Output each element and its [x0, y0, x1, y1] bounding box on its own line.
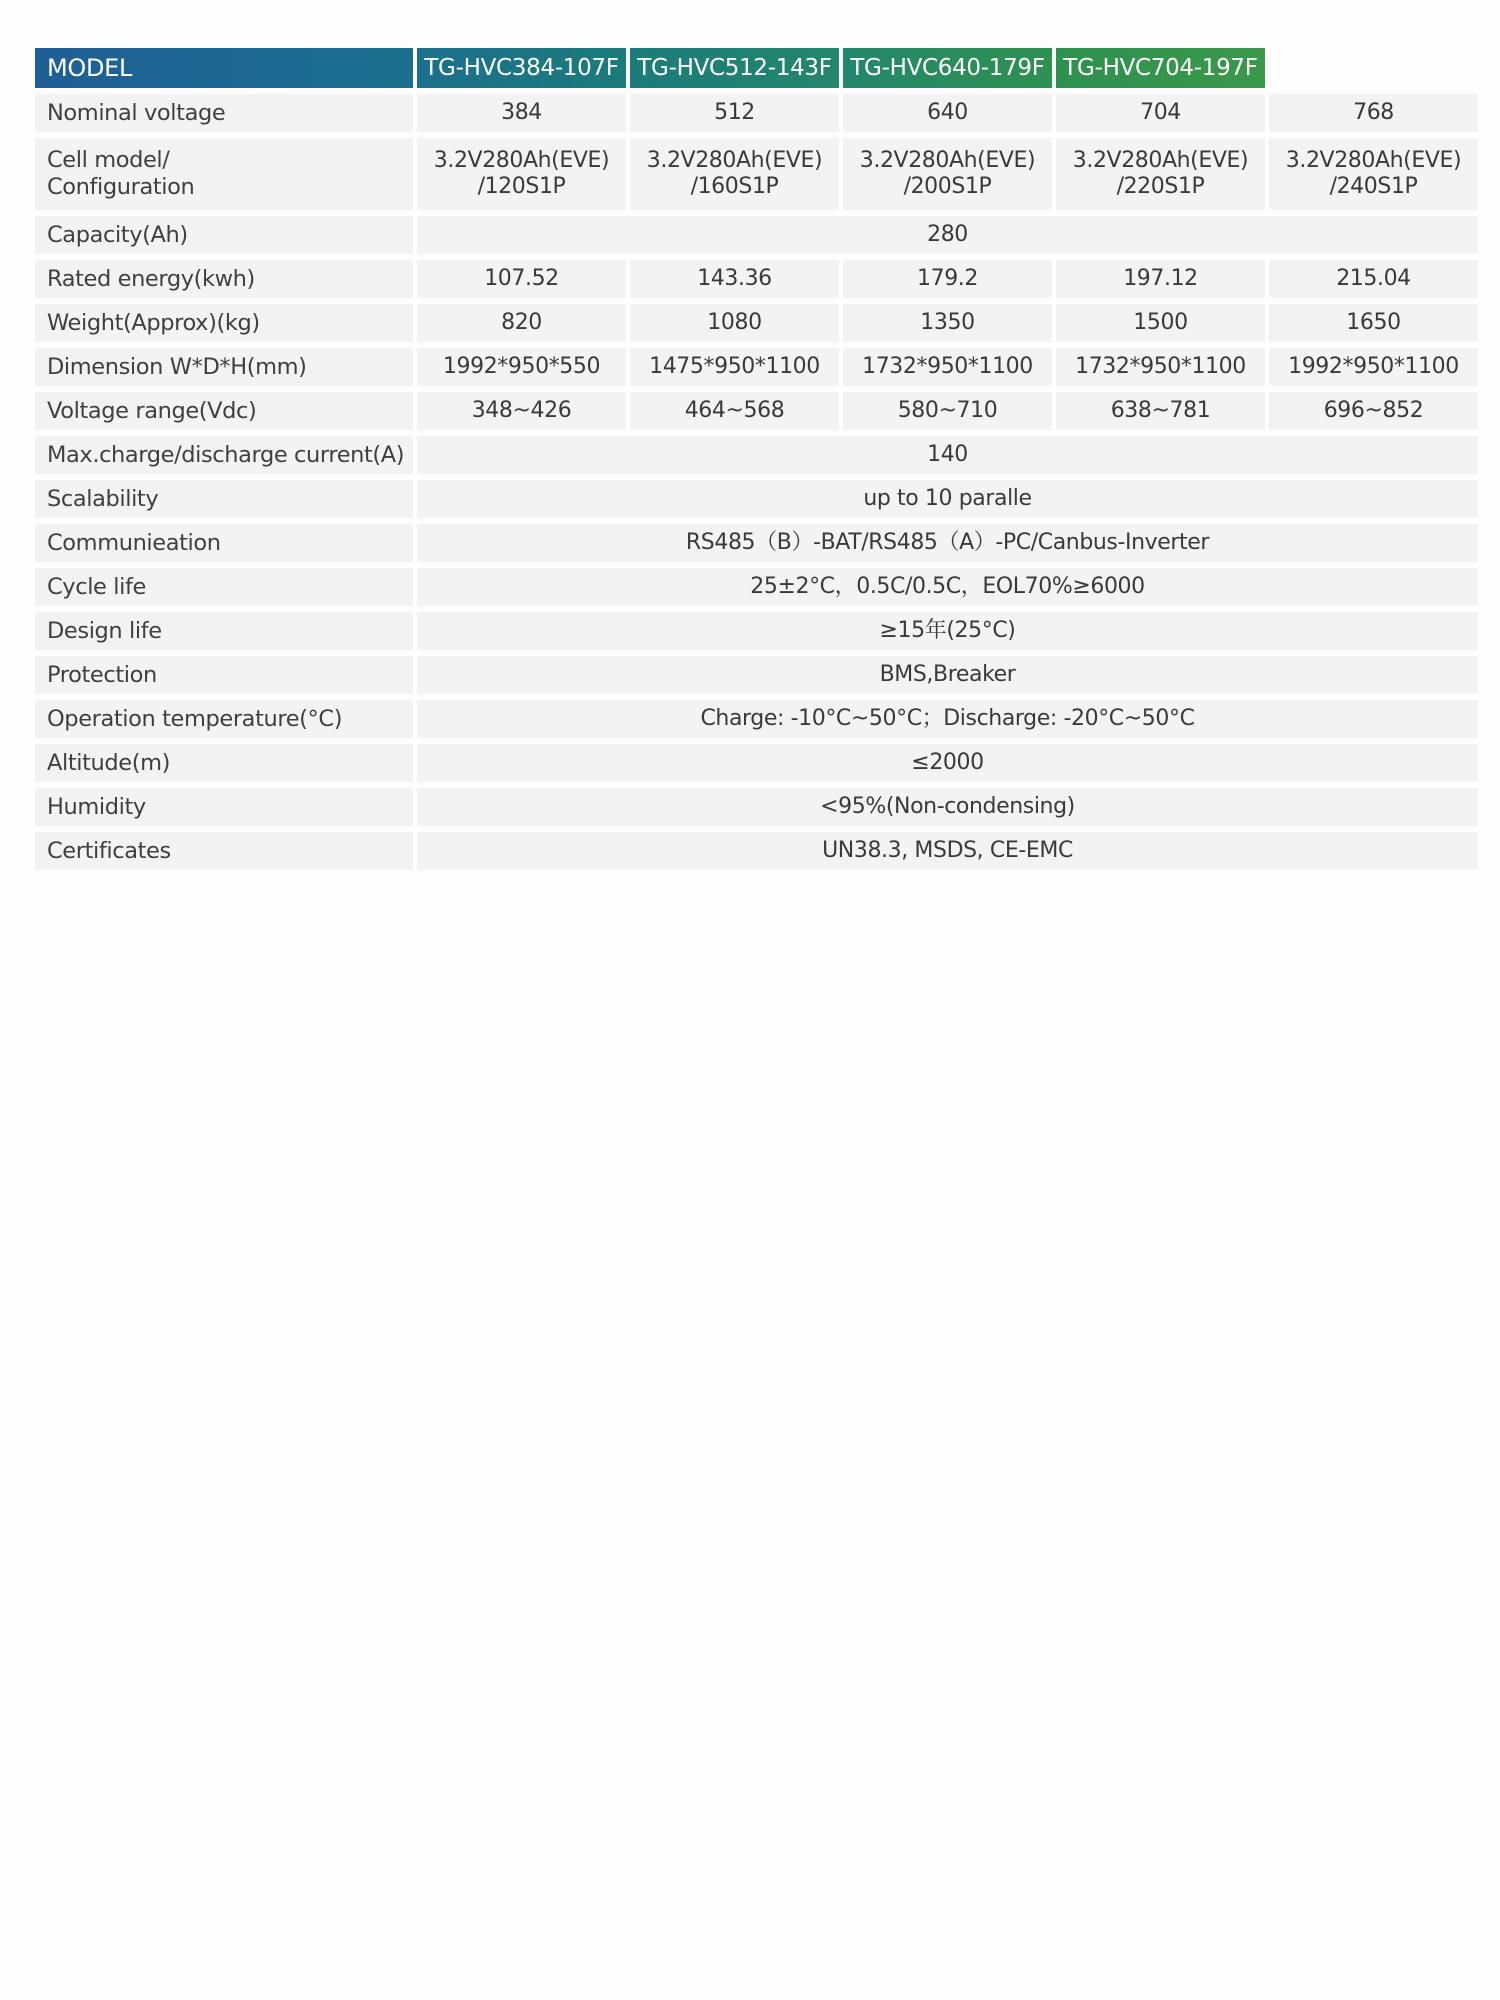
row-label: Certificates [35, 832, 413, 870]
row-value: 1650 [1269, 304, 1478, 342]
row-label: Rated energy(kwh) [35, 260, 413, 298]
table-row [35, 480, 1478, 518]
row-value-merged: 140 [417, 436, 1478, 474]
row-label: Scalability [35, 480, 413, 518]
row-value: 179.2 [843, 260, 1052, 298]
row-value: 638~781 [1056, 392, 1265, 430]
row-label: Communieation [35, 524, 413, 562]
row-label: Operation temperature(°C) [35, 700, 413, 738]
row-value: 3.2V280Ah(EVE) /200S1P [843, 138, 1052, 210]
row-value: 640 [843, 94, 1052, 132]
row-value: 820 [417, 304, 626, 342]
row-label: Protection [35, 656, 413, 694]
row-label: Nominal voltage [35, 94, 413, 132]
table-row [35, 94, 1478, 132]
header-model-2: TG-HVC512-143F [630, 48, 839, 88]
row-label: Max.charge/discharge current(A) [35, 436, 413, 474]
header-model-label: MODEL [35, 48, 413, 88]
row-label: Weight(Approx)(kg) [35, 304, 413, 342]
row-label: Voltage range(Vdc) [35, 392, 413, 430]
row-value-merged: UN38.3, MSDS, CE-EMC [417, 832, 1478, 870]
row-value: 1732*950*1100 [1056, 348, 1265, 386]
row-value: 512 [630, 94, 839, 132]
row-value: 197.12 [1056, 260, 1265, 298]
row-label: Dimension W*D*H(mm) [35, 348, 413, 386]
row-value: 1500 [1056, 304, 1265, 342]
row-value: 107.52 [417, 260, 626, 298]
table-row [35, 260, 1478, 298]
row-label: Capacity(Ah) [35, 216, 413, 254]
table-row [35, 700, 1478, 738]
row-value: 1080 [630, 304, 839, 342]
row-value: 768 [1269, 94, 1478, 132]
row-value-merged: ≥15年(25°C) [417, 612, 1478, 650]
header-model-3: TG-HVC640-179F [843, 48, 1052, 88]
table-row [35, 138, 1478, 210]
header-row [35, 48, 1478, 88]
table-row [35, 788, 1478, 826]
row-value: 3.2V280Ah(EVE) /240S1P [1269, 138, 1478, 210]
table-row [35, 392, 1478, 430]
row-value-merged: <95%(Non-condensing) [417, 788, 1478, 826]
row-value: 3.2V280Ah(EVE) /220S1P [1056, 138, 1265, 210]
spec-table [31, 42, 1482, 876]
row-value: 143.36 [630, 260, 839, 298]
row-value: 1992*950*550 [417, 348, 626, 386]
table-row [35, 216, 1478, 254]
row-value-merged: BMS,Breaker [417, 656, 1478, 694]
table-row [35, 524, 1478, 562]
row-value-merged: 280 [417, 216, 1478, 254]
table-row [35, 436, 1478, 474]
row-value: 1475*950*1100 [630, 348, 839, 386]
row-value-merged: 25±2°C，0.5C/0.5C，EOL70%≥6000 [417, 568, 1478, 606]
row-value-merged: RS485（B）-BAT/RS485（A）-PC/Canbus-Inverter [417, 524, 1478, 562]
row-value: 704 [1056, 94, 1265, 132]
row-value-merged: up to 10 paralle [417, 480, 1478, 518]
table-row [35, 656, 1478, 694]
row-value: 215.04 [1269, 260, 1478, 298]
row-value: 3.2V280Ah(EVE) /120S1P [417, 138, 626, 210]
table-row [35, 304, 1478, 342]
header-model-4: TG-HVC704-197F [1056, 48, 1265, 88]
spec-body [35, 94, 1478, 870]
row-value: 464~568 [630, 392, 839, 430]
row-value: 1732*950*1100 [843, 348, 1052, 386]
row-value: 348~426 [417, 392, 626, 430]
row-label: Humidity [35, 788, 413, 826]
row-value-merged: Charge: -10°C~50°C；Discharge: -20°C~50°C [417, 700, 1478, 738]
header-model-5: TG-HVC768-215F [1276, 55, 1471, 81]
row-label: Cell model/ Configuration [35, 138, 413, 210]
row-value-merged: ≤2000 [417, 744, 1478, 782]
row-label: Altitude(m) [35, 744, 413, 782]
row-value: 384 [417, 94, 626, 132]
table-row [35, 612, 1478, 650]
row-value: 1350 [843, 304, 1052, 342]
row-value: 696~852 [1269, 392, 1478, 430]
row-label: Cycle life [35, 568, 413, 606]
row-value: 1992*950*1100 [1269, 348, 1478, 386]
row-value: 3.2V280Ah(EVE) /160S1P [630, 138, 839, 210]
header-model-1: TG-HVC384-107F [417, 48, 626, 88]
table-row [35, 348, 1478, 386]
table-row [35, 744, 1478, 782]
table-row [35, 568, 1478, 606]
row-value: 580~710 [843, 392, 1052, 430]
row-label: Design life [35, 612, 413, 650]
table-row [35, 832, 1478, 870]
